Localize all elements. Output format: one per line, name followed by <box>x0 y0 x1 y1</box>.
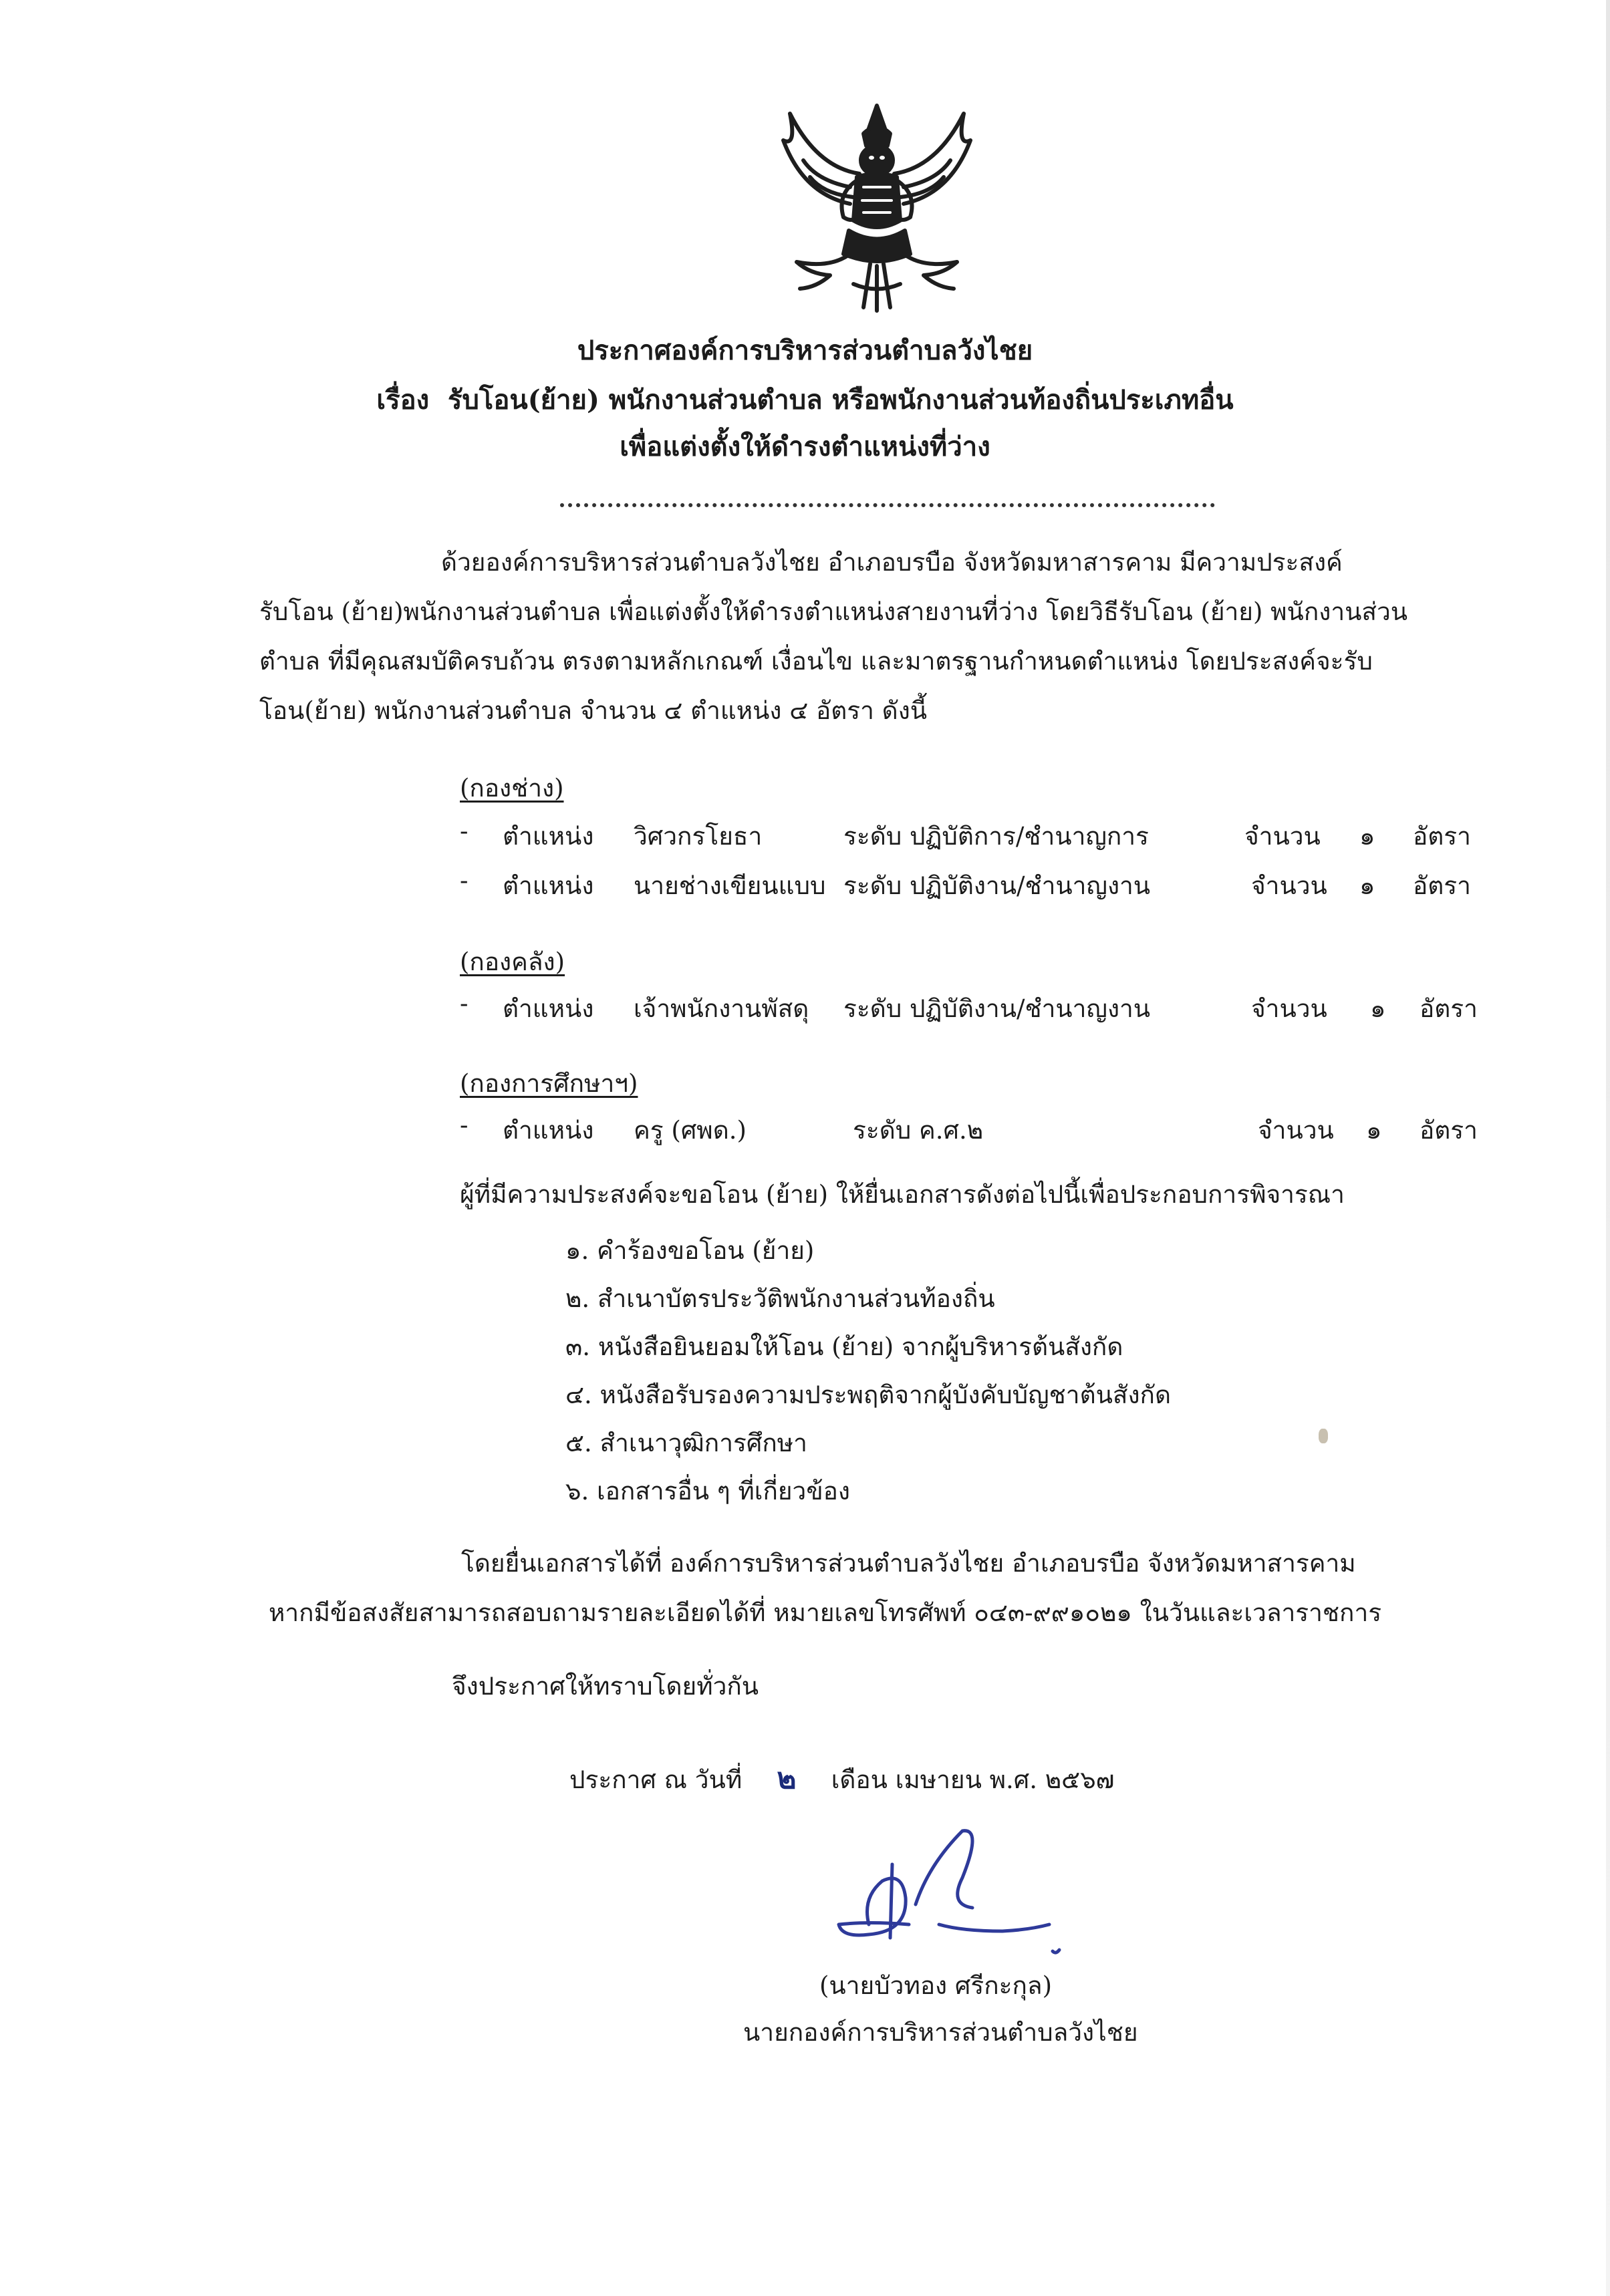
submission-line-1: โดยยื่นเอกสารได้ที่ องค์การบริหารส่วนตำบลวังไชย อำเภอบรบือ จังหวัดมหาสารคาม <box>461 1549 1356 1578</box>
position-unit: อัตรา <box>1420 994 1478 1023</box>
position-level: ระดับ ปฏิบัติงาน/ชำนาญงาน <box>843 871 1151 900</box>
position-level: ระดับ ค.ศ.๒ <box>853 1116 984 1145</box>
position-count-label: จำนวน <box>1244 822 1321 851</box>
date-day: ๒ <box>777 1761 797 1796</box>
position-unit: อัตรา <box>1413 822 1471 851</box>
title-divider <box>560 503 1215 507</box>
position-count: ๑ <box>1366 1116 1382 1145</box>
document-item: ๒. สำเนาบัตรประวัติพนักงานส่วนท้องถิ่น <box>565 1284 995 1313</box>
position-count-label: จำนวน <box>1258 1116 1334 1145</box>
intro-line-1: ด้วยองค์การบริหารส่วนตำบลวังไชย อำเภอบรบือ จังหวัดมหาสารคาม มีความประสงค์ <box>441 548 1343 577</box>
documents-intro: ผู้ที่มีความประสงค์จะขอโอน (ย้าย) ให้ยื่นเอกสารดังต่อไปนี้เพื่อประกอบการพิจารณา <box>460 1180 1345 1209</box>
document-item: ๓. หนังสือยินยอมให้โอน (ย้าย) จากผู้บริหารต้นสังกัด <box>565 1332 1123 1361</box>
date-suffix: เดือน เมษายน พ.ศ. ๒๕๖๗ <box>831 1765 1115 1794</box>
signature-mark <box>829 1824 1069 1978</box>
position-title: ครู (ศพด.) <box>634 1116 747 1145</box>
position-count: ๑ <box>1359 871 1375 900</box>
paper-speck <box>1319 1429 1328 1443</box>
position-bullet: - <box>460 866 468 895</box>
position-count-label: จำนวน <box>1251 994 1327 1023</box>
division-heading: (กองการศึกษาฯ) <box>460 1069 638 1098</box>
document-item: ๕. สำเนาวุฒิการศึกษา <box>565 1429 807 1457</box>
scan-edge <box>1606 0 1610 2296</box>
intro-line-3: ตำบล ที่มีคุณสมบัติครบถ้วน ตรงตามหลักเกณฑ์ เงื่อนไข และมาตรฐานกำหนดตำแหน่ง โดยประสงค์จะรับ <box>259 647 1373 676</box>
document-item: ๖. เอกสารอื่น ๆ ที่เกี่ยวข้อง <box>565 1477 850 1505</box>
position-level: ระดับ ปฏิบัติงาน/ชำนาญงาน <box>843 994 1151 1023</box>
document-item: ๑. คำร้องขอโอน (ย้าย) <box>565 1236 815 1265</box>
position-count-label: จำนวน <box>1251 871 1327 900</box>
position-title: เจ้าพนักงานพัสดุ <box>634 994 809 1023</box>
intro-line-2: รับโอน (ย้าย)พนักงานส่วนตำบล เพื่อแต่งตั้งให้ดำรงตำแหน่งสายงานที่ว่าง โดยวิธีรับโอน (ย้าย) พนักงานส่วน <box>259 597 1408 626</box>
subject-text: รับโอน(ย้าย) พนักงานส่วนตำบล หรือพนักงานส่วนท้องถิ่นประเภทอื่น <box>448 384 1234 416</box>
position-unit: อัตรา <box>1413 871 1471 900</box>
position-label: ตำแหน่ง <box>503 822 594 851</box>
submission-line-2: หากมีข้อสงสัยสามารถสอบถามรายละเอียดได้ที่ หมายเลขโทรศัพท์ ๐๔๓-๙๙๑๐๒๑ ในวันและเวลาราชการ <box>269 1598 1382 1627</box>
position-count: ๑ <box>1359 822 1375 851</box>
intro-line-4: โอน(ย้าย) พนักงานส่วนตำบล จำนวน ๔ ตำแหน่ง ๔ อัตรา ดังนี้ <box>259 696 928 725</box>
position-label: ตำแหน่ง <box>503 1116 594 1145</box>
garuda-emblem-icon <box>770 94 984 314</box>
signatory-name: (นายบัวทอง ศรีกะกุล) <box>819 1971 1053 2000</box>
date-prefix: ประกาศ ณ วันที่ <box>569 1765 743 1794</box>
position-unit: อัตรา <box>1420 1116 1478 1145</box>
announcement-title: ประกาศองค์การบริหารส่วนตำบลวังไชย <box>577 335 1033 366</box>
signatory-title: นายกองค์การบริหารส่วนตำบลวังไชย <box>743 2018 1138 2047</box>
position-label: ตำแหน่ง <box>503 994 594 1023</box>
position-level: ระดับ ปฏิบัติการ/ชำนาญการ <box>843 822 1149 851</box>
position-label: ตำแหน่ง <box>503 871 594 900</box>
position-title: นายช่างเขียนแบบ <box>634 871 826 900</box>
division-heading: (กองช่าง) <box>460 774 564 803</box>
division-heading: (กองคลัง) <box>460 948 565 976</box>
announcement-subject <box>0 378 1610 421</box>
position-bullet: - <box>460 1111 468 1139</box>
position-bullet: - <box>460 989 468 1018</box>
subject-label: เรื่อง <box>376 384 430 416</box>
position-count: ๑ <box>1370 994 1386 1023</box>
position-bullet: - <box>460 817 468 845</box>
position-title: วิศวกรโยธา <box>634 822 763 851</box>
closing-statement: จึงประกาศให้ทราบโดยทั่วกัน <box>452 1672 759 1701</box>
document-item: ๔. หนังสือรับรองความประพฤติจากผู้บังคับบัญชาต้นสังกัด <box>565 1381 1171 1409</box>
announcement-subject-cont: เพื่อแต่งตั้งให้ดำรงตำแหน่งที่ว่าง <box>620 431 990 462</box>
date-line <box>569 1755 1115 1802</box>
